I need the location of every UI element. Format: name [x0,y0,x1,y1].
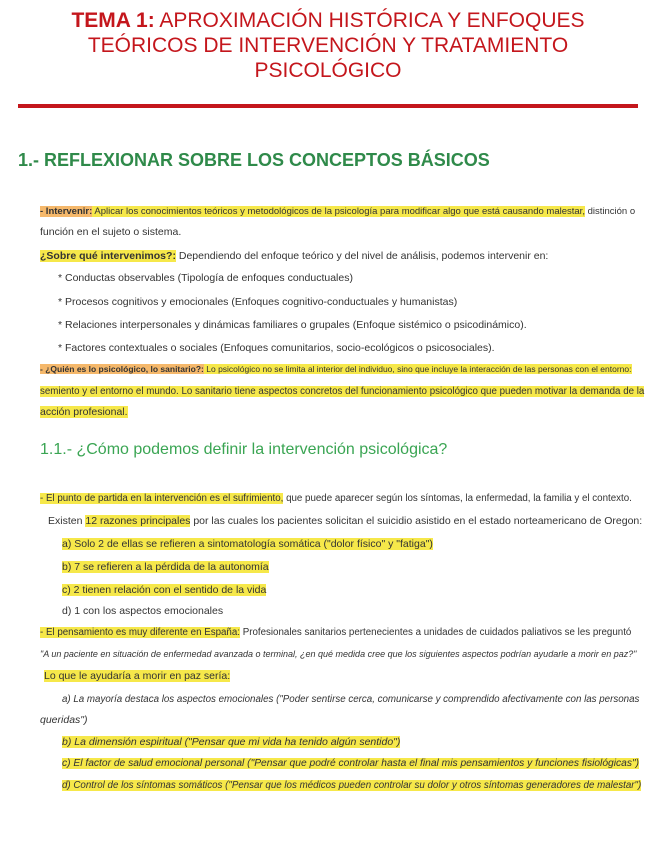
list-item: * Factores contextuales o sociales (Enfoques comunitarios, socio-ecológicos o psicosociales). [58,342,495,354]
list-item: * Relaciones interpersonales y dinámicas familiares o grupales (Enfoque sistémico o psicodinámico). [58,319,527,331]
label-intervenir: - Intervenir: [40,206,93,217]
question-sobre-que-label: ¿Sobre qué intervenimos?: [40,250,176,262]
answer-item-d: d) Control de los síntomas somáticos ("Pensar que los médicos pueden controlar su dolor y otros síntomas generadores de malestar") [62,780,642,791]
title-bold: TEMA 1: [71,9,155,32]
reason-item-b: b) 7 se refieren a la pérdida de la autonomía [62,561,269,573]
list-item [62,561,269,574]
paragraph-espana-rest: Profesionales sanitarios pertenecientes a unidades de cuidados paliativos se les preguntó [240,627,632,638]
question-quien-rest: Lo psicológico no se limita al interior del individuo, sino que incluye la interacción de las personas con el entorno: [203,364,632,374]
paragraph-espana [40,626,631,639]
paragraph-sufrimiento [40,492,632,505]
question-quien-line2-text: semiento y el entorno el mundo. Lo sanitario tiene aspectos concretos del funcionamiento psicológico que pueden motivar la demanda de la [40,386,645,397]
page-title [20,8,636,83]
section-heading-2: 1.1.- ¿Cómo podemos definir la intervención psicológica? [40,441,448,458]
paragraph-intervenir-line2: función en el sujeto o sistema. [40,226,182,238]
list-item [62,584,266,597]
list-item: queridas") [40,714,88,726]
text-intervenir-rest: distinción o [584,206,636,217]
question-quien-label: - ¿Quién es lo psicológico, lo sanitario?: [40,364,204,374]
answer-item-b: b) La dimensión espiritual ("Pensar que mi vida ha tenido algún sentido") [62,736,401,748]
text-intervenir-highlight: Aplicar los conocimientos teóricos y metodológicos de la psicología para modificar algo que está causando malestar, [92,206,585,217]
answer-item-c: c) El factor de salud emocional personal ("Pensar que podré controlar hasta el final mis pensamientos y funciones fisiológicas") [62,758,640,769]
list-item: d) 1 con los aspectos emocionales [62,605,224,617]
paragraph-sufrimiento-rest: que puede aparecer según los síntomas, la enfermedad, la familia y el contexto. [283,493,632,504]
title-line1: APROXIMACIÓN HISTÓRICA Y ENFOQUES [154,9,585,32]
question-sobre-que [40,250,548,263]
list-item: a) La mayoría destaca los aspectos emocionales ("Poder sentirse cerca, comunicarse y comprendido afectivamente con las personas [62,694,640,705]
title-line2: TEÓRICOS DE INTERVENCIÓN Y TRATAMIENTO [87,34,569,57]
list-item: * Conductas observables (Tipología de enfoques conductuales) [58,272,353,284]
title-line3: PSICOLÓGICO [254,59,402,82]
question-quien-line3 [40,406,128,419]
reason-item-a: a) Solo 2 de ellas se refieren a sintomatología somática ("dolor físico" y "fatiga") [62,538,433,550]
question-sobre-que-rest: Dependiendo del enfoque teórico y del nivel de análisis, podemos intervenir en: [175,250,549,262]
question-quien-line3-text: acción profesional. [40,406,128,418]
paragraph-espana-line2: "A un paciente en situación de enfermedad avanzada o terminal, ¿en qué medida cree que los siguientes aspectos podrían ayudarle a morir en paz?" [40,649,637,659]
paragraph-sufrimiento-highlight: - El punto de partida en la intervención es el sufrimiento, [40,493,284,504]
paragraph-morir-paz [44,670,230,683]
paragraph-morir-paz-text: Lo que le ayudaría a morir en paz sería: [44,670,231,682]
paragraph-espana-highlight: - El pensamiento es muy diferente en España: [40,627,240,638]
list-item [62,538,433,551]
question-quien-line2 [40,385,644,398]
paragraph-razones-rest: por las cuales los pacientes solicitan el suicidio asistido en el estado norteamericano de Oregon: [190,515,643,527]
list-item [62,779,641,792]
reason-item-c: c) 2 tienen relación con el sentido de la vida [62,584,267,596]
list-item [62,736,400,749]
paragraph-razones [48,515,642,528]
list-item [62,757,639,770]
paragraph-razones-highlight: 12 razones principales [85,515,191,527]
section-heading-1: 1.- REFLEXIONAR SOBRE LOS CONCEPTOS BÁSICOS [18,150,490,170]
question-quien [40,363,632,376]
paragraph-razones-pre: Existen [48,515,86,527]
paragraph-intervenir [40,205,635,218]
title-divider [18,104,638,108]
list-item: * Procesos cognitivos y emocionales (Enfoques cognitivo-conductuales y humanistas) [58,296,458,308]
